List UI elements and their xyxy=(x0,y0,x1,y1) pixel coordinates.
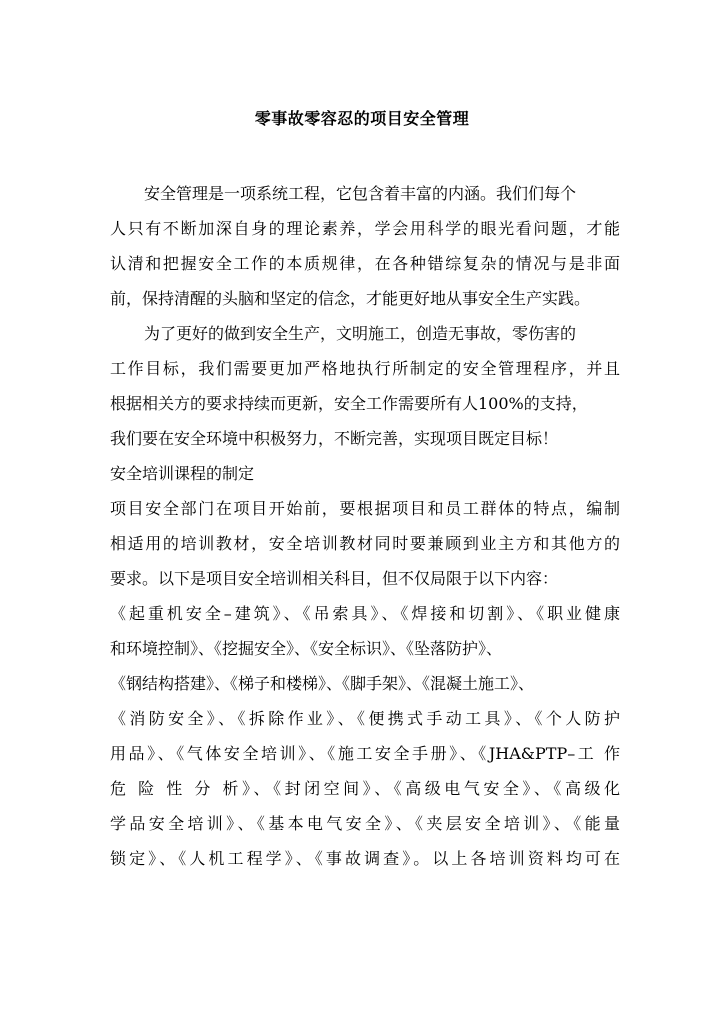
paragraph-line: 用品》、《气体安全培训》、《施工安全手册》、《JHA&PTP–工 作 xyxy=(110,744,620,763)
paragraph-line: 安全管理是一项系统工程，它包含着丰富的内涵。我们们每个 xyxy=(144,184,577,203)
page-title: 零事故零容忍的项目安全管理 xyxy=(254,109,470,128)
paragraph-line: 认清和把握安全工作的本质规律，在各种错综复杂的情况与是非面 xyxy=(110,254,620,273)
paragraph-line: 危 险 性 分 析》、《封闭空间》、《高级电气安全》、《高级化 xyxy=(110,779,620,798)
paragraph-line: 人只有不断加深自身的理论素养，学会用科学的眼光看问题，才能 xyxy=(110,219,620,238)
paragraph-line: 相适用的培训教材，安全培训教材同时要兼顾到业主方和其他方的 xyxy=(110,534,620,553)
paragraph-line: 前，保持清醒的头脑和坚定的信念，才能更好地从事安全生产实践。 xyxy=(110,289,591,308)
paragraph-line: 为了更好的做到安全生产，文明施工，创造无事故，零伤害的 xyxy=(144,324,577,343)
paragraph-line: 《消防安全》、《拆除作业》、《便携式手动工具》、《个人防护 xyxy=(110,709,620,728)
paragraph-line: 《起重机安全–建筑》、《吊索具》、《焊接和切割》、《职业健康 xyxy=(110,604,620,623)
section-heading: 安全培训课程的制定 xyxy=(110,464,255,483)
body-text xyxy=(110,176,620,876)
paragraph-line: 项目安全部门在项目开始前，要根据项目和员工群体的特点，编制 xyxy=(110,499,620,518)
paragraph-line: 工作目标，我们需要更加严格地执行所制定的安全管理程序，并且 xyxy=(110,359,620,378)
paragraph-line: 《钢结构搭建》、《梯子和楼梯》、《脚手架》、《混凝土施工》、 xyxy=(110,674,535,693)
paragraph-line: 锁定》、《人机工程学》、《事故调查》。以上各培训资料均可在 xyxy=(110,849,620,868)
paragraph-line: 要求。以下是项目安全培训相关科目，但不仅局限于以下内容： xyxy=(110,569,559,588)
paragraph-line: 学品安全培训》、《基本电气安全》、《夹层安全培训》、《能量 xyxy=(110,814,620,833)
paragraph-line: 我们要在安全环境中积极努力，不断完善，实现项目既定目标！ xyxy=(110,429,559,448)
paragraph-line: 和环境控制》、《挖掘安全》、《安全标识》、《坠落防护》、 xyxy=(110,639,503,658)
paragraph-line: 根据相关方的要求持续而更新，安全工作需要所有人100%的支持， xyxy=(110,394,588,413)
